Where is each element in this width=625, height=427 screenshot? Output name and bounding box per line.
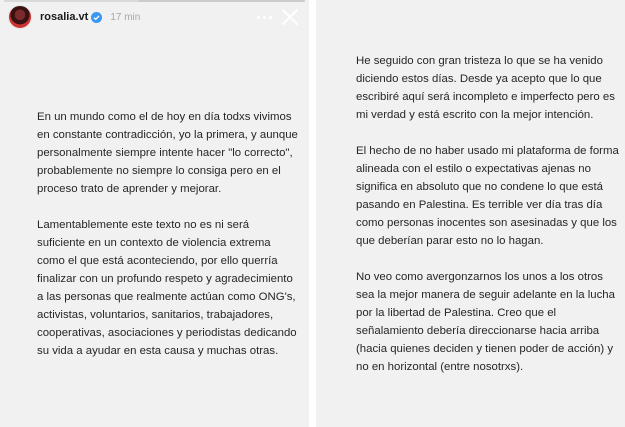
story-paragraph: El hecho de no haber usado mi plataforma de forma alineada con el estilo o expectativas ajenas no significa en absoluto que no condene lo que está pasando en Palestina. Es terrible ver día tras día como personas inocentes son asesinadas y que los que deberían parar esto no lo hagan. bbox=[356, 145, 619, 247]
verified-badge-icon bbox=[91, 12, 102, 23]
story-panel-left[interactable] bbox=[0, 0, 309, 427]
story-timestamp: 17 min bbox=[110, 11, 141, 23]
story-text-right bbox=[356, 52, 622, 394]
story-progress-bar bbox=[4, 0, 305, 2]
story-paragraph: No veo como avergonzarnos los unos a los otros sea la mejor manera de seguir adelante en la lucha por la libertad de Palestina. Creo que el señalamiento debería direccionarse hacia arriba (hacia quienes deciden y tienen poder de acción) y no en horizontal (entre nosotrxs). bbox=[356, 271, 615, 373]
story-paragraph: Lamentablemente este texto no es ni será suficiente en un contexto de violencia extrema como el que está aconteciendo, por ello querría finalizar con un profundo respeto y agradecimiento a las personas que realmente actúan como ONG's, activistas, voluntarios, sanitarios, trabajadores, cooperativas, asociaciones y periodistas dedicando su vida a ayudar en esta causa y muchas otras. bbox=[37, 219, 297, 357]
close-icon[interactable] bbox=[279, 6, 301, 28]
story-text-left bbox=[37, 108, 299, 378]
story-paragraph: He seguido con gran tristeza lo que se ha venido diciendo estos días. Desde ya acepto que lo que escribiré aquí será incompleto e imperfecto pero es mi verdad y está escrito con la mejor intención. bbox=[356, 55, 615, 121]
more-horizontal-icon[interactable] bbox=[253, 7, 275, 27]
story-paragraph: En un mundo como el de hoy en día todxs vivimos en constante contradicción, yo la primera, y aunque personalmente siempre intente hacer "lo correcto", probablemente no siempre lo consiga pero en el proceso trato de aprender y mejorar. bbox=[37, 111, 298, 195]
story-progress-fill bbox=[4, 0, 139, 2]
story-header bbox=[8, 4, 301, 30]
username[interactable]: rosalia.vt bbox=[40, 11, 89, 23]
avatar[interactable] bbox=[8, 5, 32, 29]
